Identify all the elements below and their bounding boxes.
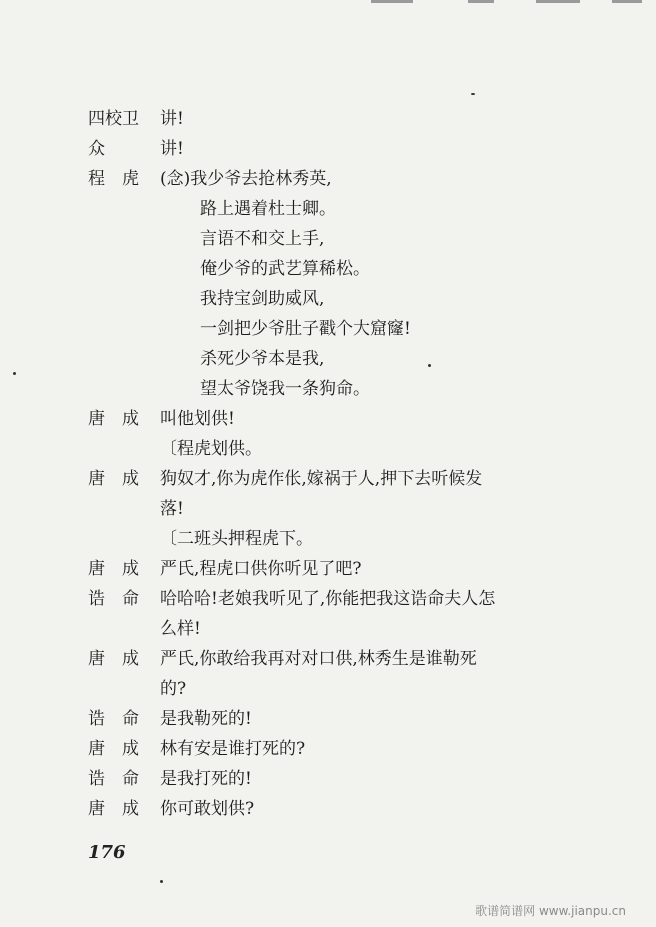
verse-line: 路上遇着杜士卿。 [200, 199, 336, 219]
dialogue-text: 严氏,程虎口供你听见了吧? [160, 559, 362, 579]
script-line [88, 464, 558, 494]
speaker-name: 四校卫 [88, 109, 139, 129]
script-line [88, 584, 558, 614]
verse-line: 我持宝剑助威风, [200, 289, 325, 309]
script-line [88, 404, 558, 434]
page-number: 176 [88, 842, 126, 863]
dialogue-continuation: 么样! [160, 619, 201, 639]
dialogue-text: (念)我少爷去抢林秀英, [160, 169, 332, 189]
dialogue-continuation: 落! [160, 499, 184, 519]
verse-line: 俺少爷的武艺算稀松。 [200, 259, 370, 279]
ink-speck [428, 364, 431, 367]
script-line [88, 554, 558, 584]
script-line [88, 164, 558, 194]
script-line [88, 284, 558, 314]
dialogue-text: 是我打死的! [160, 769, 252, 789]
script-line [88, 674, 558, 704]
script-line [88, 644, 558, 674]
watermark: 歌谱简谱网 www.jianpu.cn [475, 904, 626, 918]
verse-line: 杀死少爷本是我, [200, 349, 325, 369]
dialogue-text: 是我勒死的! [160, 709, 252, 729]
script-line [88, 614, 558, 644]
verse-line: 言语不和交上手, [200, 229, 325, 249]
speaker-name: 诰 命 [88, 769, 139, 789]
speaker-name: 诰 命 [88, 589, 139, 609]
dialogue-text: 林有安是谁打死的? [160, 739, 306, 759]
dialogue-continuation: 的? [160, 679, 187, 699]
speaker-name: 唐 成 [88, 799, 139, 819]
dialogue-text: 狗奴才,你为虎作伥,嫁祸于人,押下去听候发 [160, 469, 483, 489]
script-line [88, 254, 558, 284]
speaker-name: 唐 成 [88, 469, 139, 489]
speaker-name: 唐 成 [88, 409, 139, 429]
dialogue-text: 讲! [160, 139, 184, 159]
script-line [88, 104, 558, 134]
script-line [88, 764, 558, 794]
dialogue-text: 叫他划供! [160, 409, 235, 429]
script-line [88, 134, 558, 164]
script-line [88, 224, 558, 254]
scan-edge-mark [536, 0, 580, 3]
script-text [88, 104, 558, 824]
speaker-name: 唐 成 [88, 649, 139, 669]
dialogue-text: 你可敢划供? [160, 799, 255, 819]
ink-speck [13, 372, 16, 375]
scan-edge-mark [612, 0, 642, 3]
verse-line: 一剑把少爷肚子戳个大窟窿! [200, 319, 411, 339]
script-line [88, 524, 558, 554]
dialogue-text: 严氏,你敢给我再对对口供,林秀生是谁勒死 [160, 649, 477, 669]
speaker-name: 诰 命 [88, 709, 139, 729]
speaker-name: 众 [88, 139, 105, 159]
stage-direction: 〔程虎划供。 [160, 439, 262, 459]
scan-edge-mark [468, 0, 494, 3]
script-line [88, 314, 558, 344]
scan-edge-mark [371, 0, 413, 3]
script-line [88, 374, 558, 404]
dialogue-text: 哈哈哈!老娘我听见了,你能把我这诰命夫人怎 [160, 589, 496, 609]
ink-speck [160, 880, 163, 883]
script-line [88, 704, 558, 734]
script-line [88, 194, 558, 224]
script-line [88, 734, 558, 764]
script-line [88, 794, 558, 824]
stage-direction: 〔二班头押程虎下。 [160, 529, 313, 549]
speaker-name: 程 虎 [88, 169, 139, 189]
dialogue-text: 讲! [160, 109, 184, 129]
verse-line: 望太爷饶我一条狗命。 [200, 379, 370, 399]
script-line [88, 434, 558, 464]
ink-speck [471, 93, 475, 95]
speaker-name: 唐 成 [88, 739, 139, 759]
script-line [88, 494, 558, 524]
script-line [88, 344, 558, 374]
speaker-name: 唐 成 [88, 559, 139, 579]
